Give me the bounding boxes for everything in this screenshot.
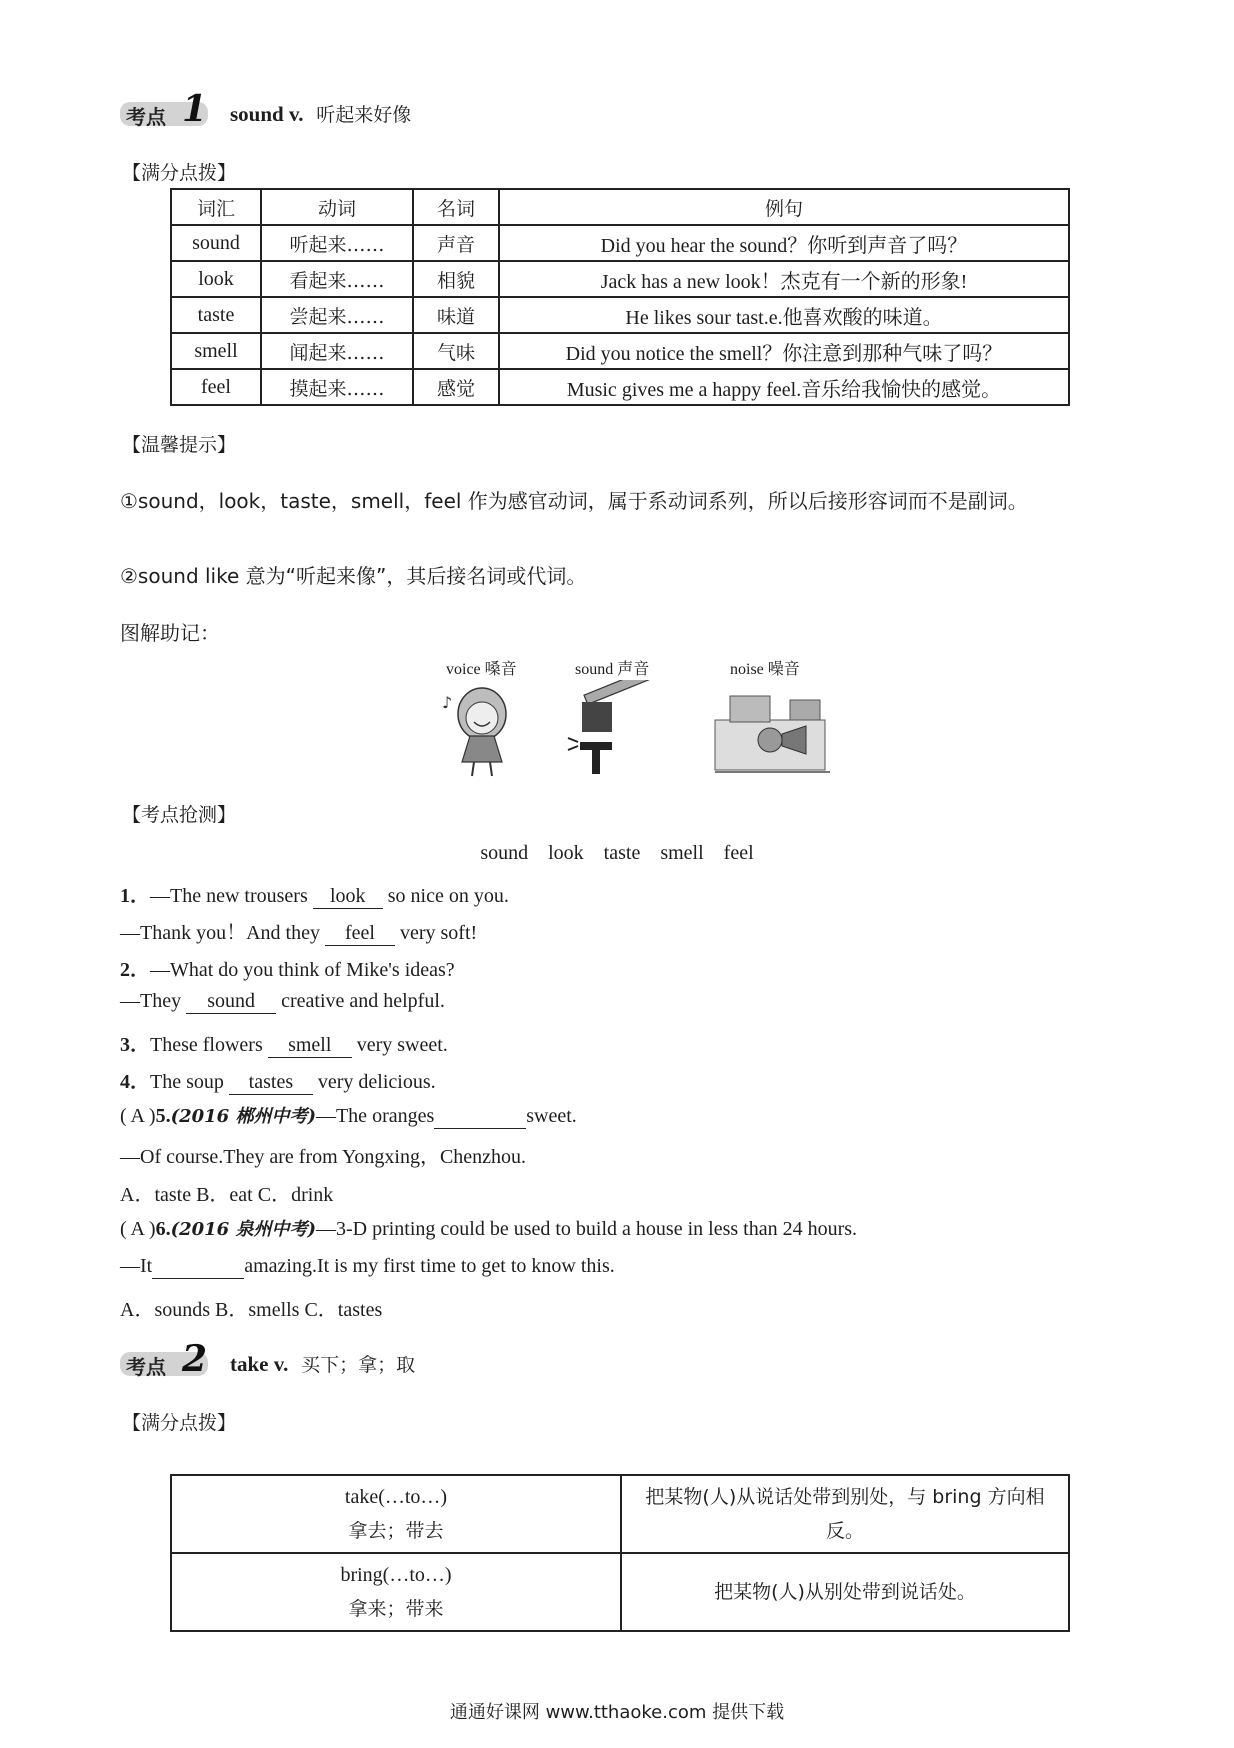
answer-mark: ( A ) [120, 1218, 156, 1240]
table-cell-word: smell [171, 333, 261, 369]
table-cell-example: Jack has a new look！杰克有一个新的形象! [499, 261, 1069, 297]
question-2 [120, 953, 455, 982]
question-number: 5. [155, 1105, 171, 1127]
hammer-icon [568, 680, 690, 774]
question-source: (2016 郴州中考) [170, 1106, 316, 1127]
note-1: ①sound，look，taste，smell，feel 作为感官动词，属于系动词系列，所以后接形容词而不是副词。 [120, 489, 1028, 513]
question-1-reply [120, 916, 477, 946]
question-number: 6. [155, 1218, 171, 1240]
question-text: —Thank you！And they [120, 922, 325, 944]
table-cell-example: Music gives me a happy feel.音乐给我愉快的感觉。 [499, 369, 1069, 405]
answer-blank [152, 1255, 244, 1279]
table-row [171, 333, 1069, 369]
answer-blank: look [313, 885, 383, 909]
table-cell-example: Did you notice the smell？你注意到那种气味了吗？ [499, 333, 1069, 369]
point-header-1 [120, 88, 412, 130]
table-row [171, 261, 1069, 297]
point-word: take v. [230, 1351, 289, 1376]
question-source: (2016 泉州中考) [170, 1219, 316, 1240]
svg-text:♪: ♪ [442, 693, 453, 712]
table-row [171, 225, 1069, 261]
question-text: —The oranges [315, 1105, 435, 1127]
question-text: sweet. [526, 1105, 577, 1127]
table-cell-word: taste [171, 297, 261, 333]
table-header-row [171, 189, 1069, 225]
answer-mark: ( A ) [120, 1105, 156, 1127]
note-2: ②sound like 意为“听起来像”，其后接名词或代词。 [120, 564, 587, 588]
point-header-2 [120, 1338, 416, 1380]
question-text: very soft! [394, 922, 478, 944]
vocab-table [170, 188, 1070, 406]
question-4 [120, 1065, 436, 1095]
table-cell-noun: 味道 [413, 297, 499, 333]
question-6-reply [120, 1255, 615, 1279]
table-row [171, 369, 1069, 405]
section-label-warm: 【温馨提示】 [122, 434, 237, 456]
answer-blank: smell [268, 1034, 352, 1058]
question-5-options: A．taste B．eat C．drink [120, 1184, 334, 1206]
question-5-reply: —Of course.They are from Yongxing，Chenzhou. [120, 1146, 527, 1168]
question-text: amazing.It is my first time to get to know this. [244, 1255, 615, 1277]
question-3 [120, 1028, 448, 1058]
question-6 [120, 1215, 857, 1241]
answer-blank [434, 1105, 526, 1129]
question-number: 4． [120, 1071, 150, 1093]
answer-blank: tastes [229, 1071, 313, 1095]
word-bank: sound look taste smell feel [480, 842, 754, 864]
table-header: 词汇 [171, 189, 261, 225]
question-text: —It [120, 1255, 153, 1277]
table-cell-verb: 闻起来…… [261, 333, 413, 369]
point-badge-label: 考点 [126, 1355, 166, 1379]
table-cell-verb: 尝起来…… [261, 297, 413, 333]
table-header: 名词 [413, 189, 499, 225]
diagram-illustration [430, 680, 840, 780]
table-row [171, 297, 1069, 333]
page-footer: 通通好课网 www.tthaoke.com 提供下载 [449, 1702, 785, 1723]
question-text: so nice on you. [382, 885, 509, 907]
table-cell-noun: 气味 [413, 333, 499, 369]
answer-blank: feel [325, 922, 395, 946]
question-text: very sweet. [351, 1034, 448, 1056]
diagram-caption-voice: voice 嗓音 [446, 661, 517, 678]
table-cell-verb: 摸起来…… [261, 369, 413, 405]
question-text: —What do you think of Mike's ideas? [150, 959, 455, 981]
table-cell-example: Did you hear the sound？你听到声音了吗？ [499, 225, 1069, 261]
point-word: sound v. [230, 101, 304, 126]
noise-scene-icon [715, 696, 830, 772]
table-cell-description: 把某物(人)从别处带到说话处。 [621, 1553, 1069, 1631]
answer-blank: sound [186, 990, 276, 1014]
table-cell-term [171, 1553, 621, 1631]
table-cell-verb: 看起来…… [261, 261, 413, 297]
table-cell-word: sound [171, 225, 261, 261]
table-cell-noun: 声音 [413, 225, 499, 261]
question-text: The soup [150, 1071, 229, 1093]
table-row [171, 1475, 1069, 1553]
question-6-options: A．sounds B．smells C．tastes [120, 1299, 383, 1321]
table-cell-noun: 相貌 [413, 261, 499, 297]
table-cell-word: feel [171, 369, 261, 405]
question-text: creative and helpful. [276, 990, 445, 1012]
table-header: 动词 [261, 189, 413, 225]
point-badge-number: 1 [182, 88, 208, 130]
point-badge [120, 88, 212, 130]
question-number: 3． [120, 1034, 150, 1056]
point-badge [120, 1338, 212, 1380]
point-badge-label: 考点 [126, 105, 166, 129]
question-5 [120, 1102, 577, 1129]
table-cell-term [171, 1475, 621, 1553]
diagram-caption-sound: sound 声音 [575, 661, 650, 678]
term-english: bring(…to…) [340, 1564, 452, 1586]
point-title [230, 100, 411, 127]
question-text: These flowers [150, 1034, 268, 1056]
term-chinese: 拿去；带去 [348, 1520, 444, 1542]
term-english: take(…to…) [344, 1486, 448, 1508]
question-text: —3-D printing could be used to build a house in less than 24 hours. [315, 1218, 858, 1240]
section-label-tips-2: 【满分点拨】 [122, 1412, 237, 1434]
table-cell-noun: 感觉 [413, 369, 499, 405]
table-cell-verb: 听起来…… [261, 225, 413, 261]
table-cell-description: 把某物(人)从说话处带到别处，与 bring 方向相反。 [621, 1475, 1069, 1553]
question-number: 2． [120, 959, 150, 981]
section-label-tips: 【满分点拨】 [122, 162, 237, 184]
point-meaning: 买下；拿；取 [301, 1353, 416, 1376]
point-title [230, 1350, 415, 1377]
table-cell-example: He likes sour tast.e.他喜欢酸的味道。 [499, 297, 1069, 333]
term-chinese: 拿来；带来 [348, 1598, 444, 1620]
point-badge-number: 2 [182, 1338, 208, 1380]
table-cell-word: look [171, 261, 261, 297]
point-meaning: 听起来好像 [316, 103, 412, 126]
take-bring-table [170, 1474, 1070, 1632]
diagram-caption-noise: noise 噪音 [730, 661, 800, 678]
question-text: very delicious. [312, 1071, 436, 1093]
question-2-reply [120, 990, 445, 1014]
question-1 [120, 879, 509, 909]
table-header: 例句 [499, 189, 1069, 225]
section-label-test: 【考点抢测】 [122, 804, 237, 826]
table-row [171, 1553, 1069, 1631]
singing-girl-icon [442, 688, 506, 776]
diagram-label: 图解助记： [120, 621, 220, 645]
question-number: 1． [120, 885, 150, 907]
question-text: —They [120, 990, 187, 1012]
question-text: —The new trousers [150, 885, 313, 907]
